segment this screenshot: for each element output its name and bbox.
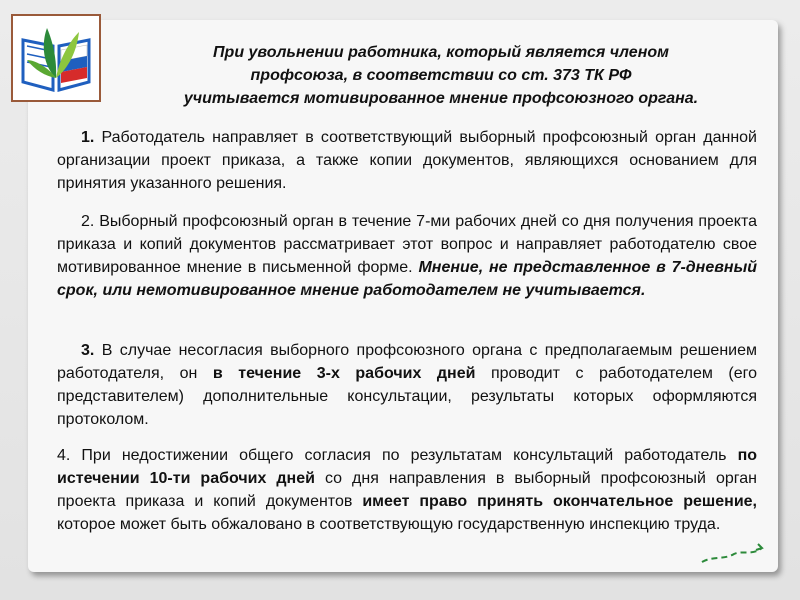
paragraph-number: 1. bbox=[81, 129, 95, 146]
paragraph-number: 3. bbox=[81, 342, 95, 359]
paragraph-1 bbox=[57, 126, 757, 195]
paragraph-text: Работодатель направляет в соответствующий выборный профсоюзный орган данной организации проект приказа, а также копии документов, являющихся основанием для принятия указанного решения. bbox=[57, 129, 757, 192]
paragraph-4 bbox=[57, 444, 757, 536]
title-line-1: При увольнении работника, который является членом bbox=[213, 44, 669, 61]
title-line-2: профсоюза, в соответствии со ст. 373 ТК РФ bbox=[250, 67, 632, 84]
paragraph-text: . При недостижении общего согласия по результатам консультаций работодатель bbox=[65, 447, 738, 464]
paragraph-2 bbox=[57, 210, 757, 302]
paragraph-number: 2 bbox=[81, 213, 90, 230]
paragraph-text: В случае несогласия выборного профсоюзного органа с предполагаемым решением работодателя, он bbox=[57, 342, 757, 382]
decorative-stamp-icon bbox=[700, 542, 764, 568]
paragraph-text: . Выборный профсоюзный орган в течение 7-ми рабочих дней со дня получения проекта приказа и копий документов рассматривает этот вопрос и направляет работодателю свое мотивированное мнение в письменной форме. bbox=[57, 213, 757, 276]
paragraph-number: 4 bbox=[57, 447, 66, 464]
paragraph-emphasis: по истечении 10-ти рабочих дней bbox=[57, 447, 757, 487]
title-line-3: учитывается мотивированное мнение профсоюзного органа. bbox=[183, 90, 699, 107]
paragraph-3 bbox=[57, 339, 757, 431]
paragraph-text: проводит с работодателем (его представителем) дополнительные консультации, результаты которых оформляются протоколом. bbox=[57, 365, 758, 428]
book-leaf-icon bbox=[13, 16, 99, 100]
paragraph-text: со дня направления в выборный профсоюзный орган проекта приказа и копий документов bbox=[57, 470, 758, 510]
paragraph-text: которое может быть обжаловано в соответствующую государственную инспекцию труда. bbox=[57, 516, 721, 533]
paragraph-emphasis: в течение 3-х рабочих дней bbox=[212, 365, 476, 382]
paragraph-emphasis: имеет право принять окончательное решение, bbox=[362, 493, 758, 510]
trade-union-logo bbox=[11, 14, 101, 102]
paragraph-emphasis: Мнение, не представленное в 7-дневный срок, или немотивированное мнение работодателем не учитывается. bbox=[57, 259, 758, 299]
page-title bbox=[106, 41, 776, 110]
